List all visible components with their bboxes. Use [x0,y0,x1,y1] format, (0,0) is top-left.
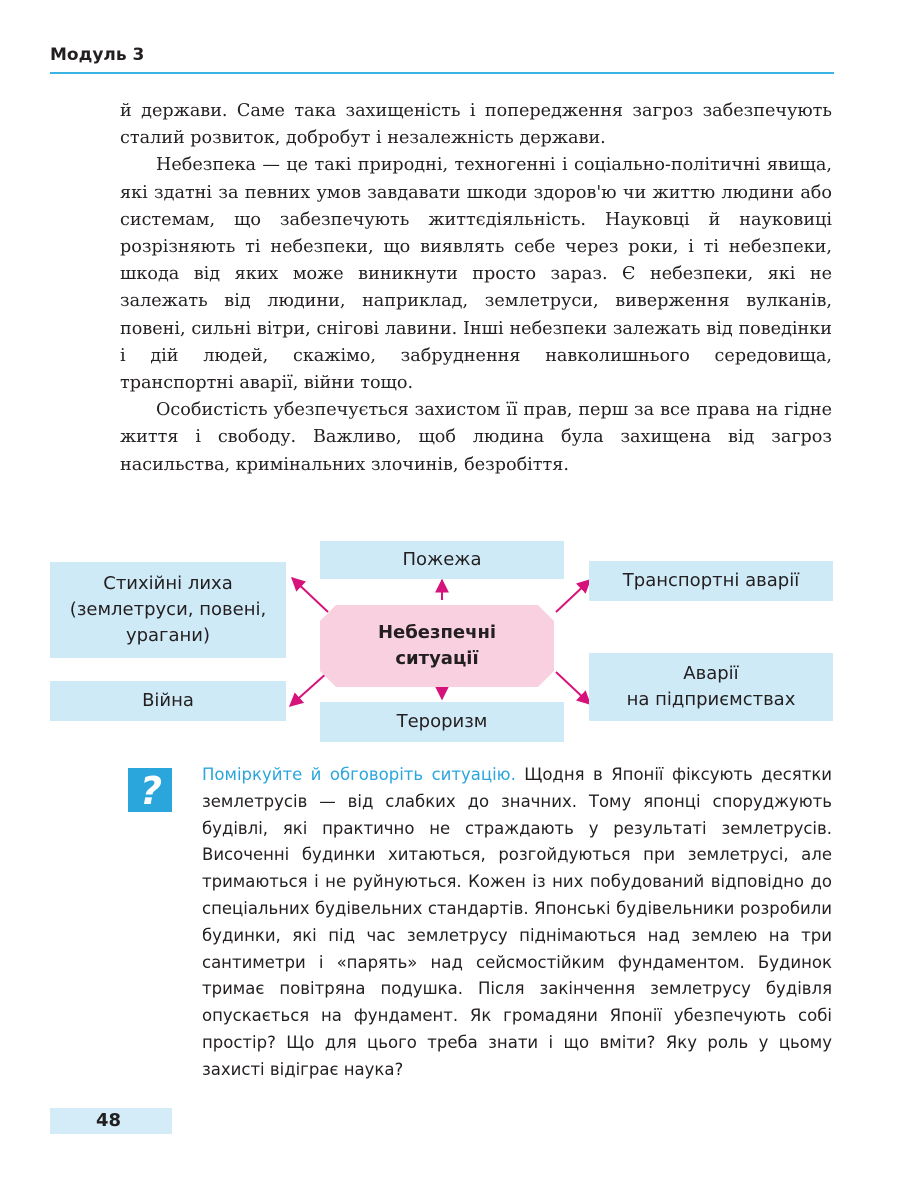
arrow-to-transport [556,580,590,612]
discussion-lead: Поміркуйте й обговоріть ситуацію. [202,765,516,784]
module-title: Модуль 3 [50,45,145,65]
box-natural-disasters: Стихійні лиха (землетруси, повені, урагани) [50,562,286,658]
paragraph-3: Особистість убезпечується захистом її прав, перш за все права на гідне життя і свободу. Важливо, щоб людина була захищена від загроз насильства, кримінальних злочинів, безробіття. [120,400,832,475]
question-mark-icon [128,768,172,812]
box-fire: Пожежа [320,541,564,579]
paragraph-2: Небезпека — це такі природні, техногенні і соціально-політичні явища, які здатні за певних умов завдавати шкоди здоров'ю чи життю людини або системам, що забезпечують життєдіяльність. Науковці й науковиці розрізняють ті небезпеки, що виявлять себе через роки, і ті небезпеки, шкода від яких може виникнути просто зараз. Є небезпеки, які не залежать від людини, наприклад, землетруси, виверження вулканів, повені, сильні вітри, снігові лавини. Інші небезпеки залежать від поведінки і дій людей, скажімо, забруднення навколишнього середовища, транспортні аварії, війни тощо. [120,155,832,394]
box-terrorism: Тероризм [320,702,564,742]
svg-text:?: ? [139,769,163,812]
box-war: Війна [50,681,286,721]
paragraph-1: й держави. Саме така захищеність і попередження загроз забезпечують сталий розвиток, добробут і незалежність держави. [120,101,832,149]
arrow-to-industrial [556,672,590,704]
box-transport-accidents: Транспортні аварії [589,561,833,601]
center-hazard-box [320,605,554,687]
discussion-body: Щодня в Японії фіксують десятки землетрусів — від слабких до значних. Тому японці споруджують будівлі, які практично не страждають у результаті землетрусів. Височенні будинки хитаються, розгойдуються при землетрусі, але тримаються і не руйнуються. Кожен із них побудований відповідно до спеціальних будівельних стандартів. Японські будівельники розробили будинки, які під час землетрусу піднімаються над землею на три сантиметри і «парять» над сейсмостійким фундаментом. Будинок тримає повітряна подушка. Після закінчення землетрусу будівля опускається на фундамент. Як громадяни Японії убезпечують собі простір? Що для цього треба знати і що вміти? Яку роль у цьому захисті відіграє наука? [202,765,833,1079]
box-industrial-accidents: Аварії на підприємствах [589,653,833,721]
discussion-question [202,762,832,1084]
page-number: 48 [96,1110,122,1131]
center-label: Небезпечні ситуації [377,622,497,669]
